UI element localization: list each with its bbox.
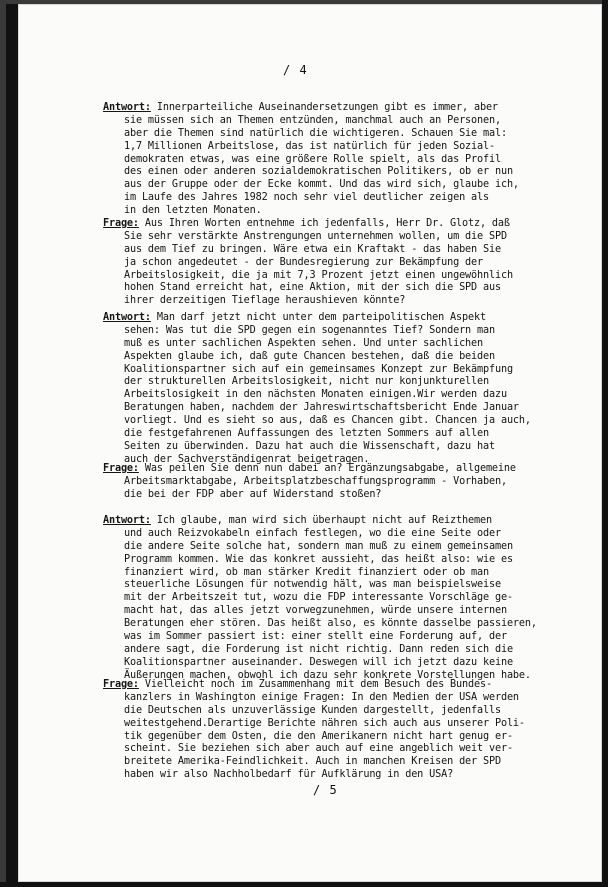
- text-line: [103, 679, 601, 692]
- text-line: aus dem Tief zu bringen. Wäre etwa ein Kraftakt - das haben Sie: [124, 243, 501, 255]
- text-line: der strukturellen Arbeitslosigkeit, nicht nur konjunkturellen: [124, 376, 489, 388]
- text-line: kanzlers in Washington einige Fragen: In den Medien der USA werden: [124, 691, 519, 703]
- text-line: weitestgehend.Derartige Berichte nähren sich auch aus unserer Poli-: [124, 717, 525, 729]
- text-line: Aspekten glaube ich, daß gute Chancen bestehen, daß die beiden: [124, 350, 495, 362]
- dialogue-block-question: [103, 679, 601, 782]
- text-line: [103, 102, 601, 115]
- speaker-label: Antwort:: [103, 102, 151, 113]
- speaker-label: Frage:: [103, 463, 139, 474]
- text-line: ihrer derzeitigen Tieflage heraushieven könnte?: [124, 295, 406, 307]
- text-line: Seiten zu überwinden. Dazu hat auch die Wissenschaft, dazu hat: [124, 440, 495, 452]
- text-line: Sie sehr verstärkte Anstrengungen unternehmen wollen, um die SPD: [124, 230, 507, 242]
- text-line: auch der Sachverständigenrat beigetragen.: [124, 453, 370, 465]
- text-line: tik gegenüber dem Osten, die den Amerikanern nicht hart genug er-: [124, 730, 513, 742]
- line-text: Was peilen Sie denn nun dabei an? Ergänzungsabgabe, allgemeine: [138, 463, 516, 474]
- text-line: des einen oder anderen sozialdemokratischen Politikers, ob er nun: [124, 166, 513, 178]
- text-line: die andere Seite solche hat, sondern man muß zu einem gemeinsamen: [124, 540, 513, 552]
- text-line: die bei der FDP aber auf Widerstand stoßen?: [124, 488, 382, 500]
- text-line: mit der Arbeitszeit tut, wozu die FDP interessante Vorschläge ge-: [124, 592, 513, 604]
- text-line: breitete Amerika-Feindlichkeit. Auch in manchen Kreisen der SPD: [124, 756, 501, 768]
- text-line: muß es unter sachlichen Aspekten sehen. Und unter sachlichen: [124, 337, 484, 349]
- text-line: haben wir also Nachholbedarf für Aufklärung in den USA?: [124, 769, 454, 781]
- text-line: sie müssen sich an Themen entzünden, manchmal auch an Personen,: [124, 114, 501, 126]
- text-line: vorliegt. Und es sieht so aus, daß es Chancen gibt. Chancen ja auch,: [124, 415, 531, 427]
- text-line: Äußerungen machen, obwohl ich dazu sehr konkrete Vorstellungen habe.: [124, 669, 531, 681]
- text-line: finanziert wird, ob man stärker Kredit finanziert oder ob man: [124, 566, 489, 578]
- text-line: ja schon angedeutet - der Bundesregierung zur Bekämpfung der: [124, 256, 484, 268]
- text-line: [103, 312, 601, 325]
- dialogue-block-answer: [103, 312, 601, 467]
- page-number-bottom: / 5: [313, 783, 338, 797]
- dialogue-block-question: [103, 218, 601, 308]
- text-line: und auch Reizvokabeln einfach festlegen, wo die eine Seite oder: [124, 527, 501, 539]
- text-line: aus der Gruppe oder der Ecke kommt. Und das wird sich, glaube ich,: [124, 179, 519, 191]
- speaker-label: Frage:: [103, 218, 139, 229]
- text-line: was im Sommer passiert ist: einer stellt eine Forderung auf, der: [124, 631, 507, 643]
- text-line: Koalitionspartner sich auf ein gemeinsames Konzept zur Bekämpfung: [124, 363, 513, 375]
- speaker-label: Antwort:: [103, 515, 151, 526]
- text-line: hohen Stand erreicht hat, eine Aktion, mit der sich die SPD aus: [124, 282, 501, 294]
- text-line: Beratungen eher stören. Das heißt also, es könnte dasselbe passieren,: [124, 618, 537, 630]
- speaker-label: Frage:: [103, 679, 139, 690]
- text-line: die Deutschen als unzuverlässige Kunden dargestellt, jedenfalls: [124, 704, 501, 716]
- text-line: Programm kommen. Wie das konkret aussieht, das heißt also: wie es: [124, 553, 513, 565]
- scan-edge-right: [602, 0, 608, 887]
- dialogue-block-question: [103, 463, 601, 502]
- text-line: im Laufe des Jahres 1982 noch sehr viel deutlicher zeigen als: [124, 192, 489, 204]
- speaker-label: Antwort:: [103, 312, 151, 323]
- text-line: [103, 515, 601, 528]
- text-line: die festgefahrenen Auffassungen des letzten Sommers auf allen: [124, 428, 489, 440]
- page-number-top: / 4: [283, 63, 308, 77]
- line-text: Ich glaube, man wird sich überhaupt nicht auf Reizthemen: [150, 515, 492, 526]
- text-line: Arbeitsmarktabgabe, Arbeitsplatzbeschaffungsprogramm - Vorhaben,: [124, 475, 507, 487]
- text-line: 1,7 Millionen Arbeitslose, das ist natürlich für jeden Sozial-: [124, 140, 495, 152]
- text-line: steuerliche Lösungen für notwendig hält, was man beispielsweise: [124, 579, 501, 591]
- text-line: demokraten etwas, was eine größere Rolle spielt, als das Profil: [124, 153, 501, 165]
- document-page: [18, 4, 602, 882]
- text-line: Beratungen haben, nachdem der Jahreswirtschaftsbericht Ende Januar: [124, 402, 519, 414]
- text-line: sehen: Was tut die SPD gegen ein sogenanntes Tief? Sondern man: [124, 324, 495, 336]
- line-text: Innerparteiliche Auseinandersetzungen gibt es immer, aber: [150, 102, 498, 113]
- scan-edge-bottom: [0, 882, 608, 887]
- line-text: Aus Ihren Worten entnehme ich jedenfalls, Herr Dr. Glotz, daß: [138, 218, 510, 229]
- text-line: andere sagt, die Forderung ist nicht richtig. Dann reden sich die: [124, 643, 513, 655]
- text-line: Arbeitslosigkeit in den nächsten Monaten einigen.Wir werden dazu: [124, 389, 507, 401]
- scan-edge-left: [6, 4, 18, 882]
- text-line: [103, 218, 601, 231]
- line-text: Man darf jetzt nicht unter dem parteipolitischen Aspekt: [150, 312, 486, 323]
- dialogue-block-answer: [103, 102, 601, 218]
- text-line: Koalitionspartner auseinander. Deswegen will ich jetzt dazu keine: [124, 656, 513, 668]
- text-line: in den letzten Monaten.: [124, 205, 262, 217]
- text-line: aber die Themen sind natürlich die wichtigeren. Schauen Sie mal:: [124, 127, 507, 139]
- text-line: [103, 463, 601, 476]
- line-text: Vielleicht noch im Zusammenhang mit dem Besuch des Bundes-: [138, 679, 492, 690]
- text-line: Arbeitslosigkeit, die ja mit 7,3 Prozent jetzt einen ungewöhnlich: [124, 269, 513, 281]
- dialogue-block-answer: [103, 515, 601, 683]
- text-line: scheint. Sie beziehen sich aber auch auf eine angeblich weit ver-: [124, 743, 513, 755]
- text-line: macht hat, das alles jetzt vorwegzunehmen, würde unsere internen: [124, 605, 507, 617]
